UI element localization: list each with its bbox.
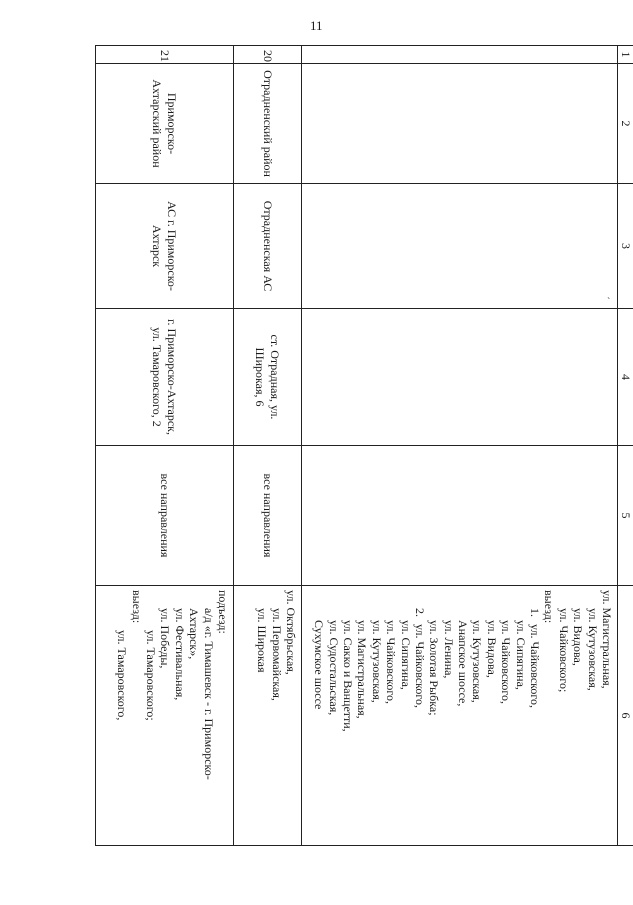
- route-line-text: выезд:: [542, 590, 557, 624]
- route-line: [542, 590, 556, 841]
- route-line-text: выезд:: [129, 590, 144, 624]
- station-cell: Отрадненская АС: [234, 184, 302, 309]
- row-number: 21: [96, 46, 234, 64]
- route-line: [187, 590, 201, 841]
- route-line-text: ул. Ленина,: [441, 620, 456, 679]
- route-line: [369, 590, 383, 841]
- route-line: [398, 590, 412, 841]
- route-line-text: подъезд:: [216, 590, 230, 634]
- row-number: 20: [234, 46, 302, 64]
- route-line: [312, 590, 326, 841]
- route-line: [413, 590, 427, 841]
- route-line: [115, 590, 129, 841]
- route-line: [456, 590, 470, 841]
- route-line-text: ул. Тамаровского,: [115, 630, 130, 721]
- routes-table: [95, 45, 633, 846]
- route-line-text: ул. Сипягина,: [398, 620, 413, 690]
- continuation-row: [302, 46, 618, 846]
- route-line-text: ул. Кутузовская,: [585, 608, 600, 691]
- route-line-text: ул. Октябрьская,: [284, 590, 298, 675]
- route-line: [201, 590, 215, 841]
- route-line-text: ул. Судостальская,: [326, 620, 341, 716]
- route-line: [470, 590, 484, 841]
- route-line-text: ул. Тамаровского;: [144, 630, 159, 721]
- routes-cell: [96, 586, 234, 846]
- station-cell: АС г. Приморско-Ахтарск: [96, 184, 234, 309]
- route-line: [144, 590, 158, 841]
- district-cell: Приморско-Ахтарский район: [96, 64, 234, 184]
- route-line-text: ул. Чайковского,: [499, 620, 514, 704]
- route-line-text: ул. Магистральная,: [355, 620, 370, 719]
- header-cell-3: 3: [618, 184, 633, 309]
- route-line-number: 2.: [412, 608, 427, 617]
- route-line: [427, 590, 441, 841]
- route-line-number: 1.: [528, 608, 543, 617]
- route-line-text: ул. Первомайская,: [269, 608, 284, 701]
- header-cell-2: 2: [618, 64, 633, 184]
- route-line-text: ул. Чайковского;: [556, 608, 571, 693]
- route-line: [355, 590, 369, 841]
- route-line: [499, 590, 513, 841]
- route-line-text: ул. Золотая Рыбка;: [427, 620, 442, 716]
- route-line-text: Сухумское шоссе: [312, 620, 327, 710]
- route-line: [513, 590, 527, 841]
- header-cell-1: 1: [618, 46, 633, 64]
- route-line-text: Анапское шоссе,: [456, 620, 471, 707]
- header-row: [618, 46, 633, 846]
- route-line-text: ул. Чайковского,: [528, 624, 543, 708]
- header-cell-5: 5: [618, 446, 633, 586]
- route-line-text: ул. Видова,: [484, 620, 499, 678]
- route-line-text: ул. Победы,: [158, 608, 173, 669]
- route-line: [384, 590, 398, 841]
- route-line: [528, 590, 542, 841]
- route-line-text: ул. Сакко и Ванцетти,: [340, 620, 355, 732]
- route-line: [255, 590, 269, 841]
- route-line-text: а/д «г. Тимашевск - г. Приморско-: [201, 608, 216, 780]
- address-cell: г. Приморско-Ахтарск, ул. Тамаровского, 2: [96, 309, 234, 446]
- district-cell: Отрадненский район: [234, 64, 302, 184]
- route-line: [129, 590, 143, 841]
- directions-cell: все направления: [96, 446, 234, 586]
- route-line: [326, 590, 340, 841]
- route-line-text: Ахтарск»,: [187, 608, 202, 660]
- route-line: [484, 590, 498, 841]
- route-line: [158, 590, 172, 841]
- directions-cell: все направления: [234, 446, 302, 586]
- route-line: [284, 590, 298, 841]
- stray-mark: `: [607, 297, 611, 308]
- route-line: [441, 590, 455, 841]
- route-line: [600, 590, 614, 841]
- route-line: [341, 590, 355, 841]
- route-line-text: ул. Чайковского,: [412, 624, 427, 708]
- table-row: [96, 46, 234, 846]
- page-number: 11: [310, 18, 323, 33]
- header-cell-4: 4: [618, 309, 633, 446]
- route-line: [172, 590, 186, 841]
- routes-cell: [234, 586, 302, 846]
- route-line-text: ул. Сипягина,: [513, 620, 528, 690]
- route-line: [571, 590, 585, 841]
- route-line: [556, 590, 570, 841]
- continuation-routes-cell: [302, 586, 618, 846]
- route-line: [216, 590, 230, 841]
- route-line: [269, 590, 283, 841]
- route-line-text: ул. Видова,: [571, 608, 586, 666]
- route-line-text: ул. Широкая: [255, 608, 270, 673]
- table-row: [234, 46, 302, 846]
- route-line-text: ул. Чайковского,: [384, 620, 399, 704]
- address-cell: ст. Отрадная, ул. Широкая, 6: [234, 309, 302, 446]
- route-line-text: ул. Кутузовская,: [470, 620, 485, 703]
- header-cell-6: 6: [618, 586, 633, 846]
- route-line-text: ул. Фестивальная,: [172, 608, 187, 701]
- route-line-text: ул. Магистральная,: [600, 590, 614, 689]
- rotated-table-page: [95, 45, 633, 845]
- route-line-text: ул. Кутузовская,: [369, 620, 384, 703]
- route-line: [585, 590, 599, 841]
